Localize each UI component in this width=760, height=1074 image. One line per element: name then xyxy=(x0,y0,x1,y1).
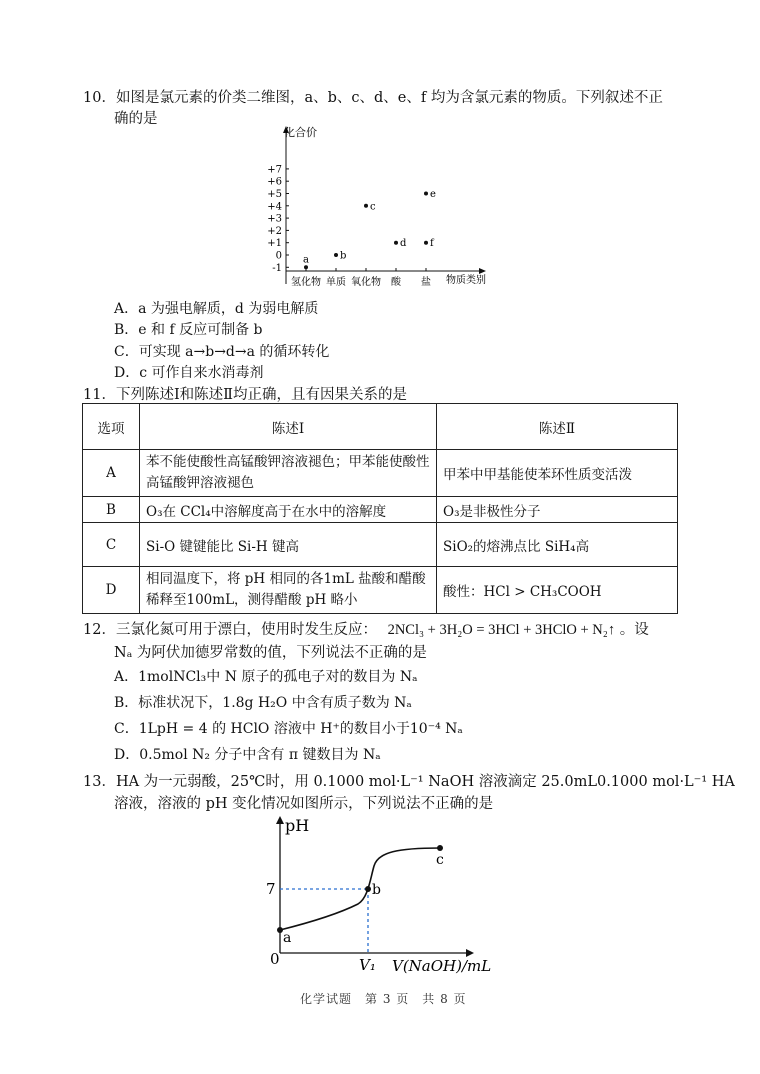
q10-ytick-label: +3 xyxy=(267,213,282,225)
q12-stem-line2: Nₐ 为阿伏加德罗常数的值，下列说法不正确的是 xyxy=(114,645,427,661)
q12-stem-b: 。设 xyxy=(619,622,649,638)
q12-stem-a: 12．三氯化氮可用于漂白，使用时发生反应： xyxy=(83,622,377,638)
q10-ytick-label: 0 xyxy=(275,250,282,262)
q11-row-c-s2: SiO₂的熔沸点比 SiH₄高 xyxy=(437,523,678,567)
q13-origin: 0 xyxy=(270,950,280,968)
q11-row-c-option: C xyxy=(83,523,140,567)
q13-label-c: c xyxy=(436,852,444,868)
q12-equation: 2NCl₃ + 3H₂O = 3HCl + 3HClO + N₂↑ xyxy=(387,622,616,638)
q10-ytick-label: +5 xyxy=(267,189,282,200)
q10-ytick-label: +2 xyxy=(267,225,282,237)
q11-row-b xyxy=(83,497,678,523)
q10-ytick-label: +6 xyxy=(267,176,282,188)
q10-category-label: 酸 xyxy=(391,277,401,288)
q10-stem-line2: 确的是 xyxy=(114,111,158,127)
page-footer: 化学试题 第 3 页 共 8 页 xyxy=(300,992,467,1006)
q10-point-label: e xyxy=(430,189,436,200)
q11-table-header xyxy=(83,404,678,450)
q12-option-b: B．标准状况下，1.8g H₂O 中含有质子数为 Nₐ xyxy=(114,695,412,711)
q11-stem: 11．下列陈述Ⅰ和陈述Ⅱ均正确，且有因果关系的是 xyxy=(83,387,408,403)
q11-row-c-s1: Si-O 键键能比 Si-H 键高 xyxy=(140,523,437,567)
q10-point-label: c xyxy=(370,201,376,213)
q10-valence-chart xyxy=(250,124,500,292)
q11-row-d-option: D xyxy=(83,567,140,614)
q10-point-label: f xyxy=(430,238,434,250)
q10-category-label: 氧化物 xyxy=(351,277,381,288)
q10-point-label: b xyxy=(340,250,347,262)
q10-category-label: 氢化物 xyxy=(291,277,321,288)
q10-option-b: B．e 和 f 反应可制备 b xyxy=(114,322,263,338)
q12-option-c: C．1LpH = 4 的 HClO 溶液中 H⁺的数目小于10⁻⁴ Nₐ xyxy=(114,721,463,737)
q10-ytick-label: +4 xyxy=(267,201,282,213)
q10-point-f xyxy=(424,241,428,245)
q12-option-a: A．1molNCl₃中 N 原子的孤电子对的数目为 Nₐ xyxy=(114,669,418,685)
q10-ylabel: 化合价 xyxy=(284,126,317,139)
q13-xtick-v1: V₁ xyxy=(359,956,376,974)
q12-option-d: D．0.5mol N₂ 分子中含有 π 键数目为 Nₐ xyxy=(114,747,381,763)
q13-ytick-7: 7 xyxy=(266,880,276,898)
q10-ytick-label: +1 xyxy=(267,238,282,250)
q10-point-a xyxy=(304,265,308,269)
q11-row-d-s1: 相同温度下，将 pH 相同的各1mL 盐酸和醋酸稀释至100mL，测得醋酸 pH 略小 xyxy=(140,567,437,614)
q13-point-c xyxy=(437,845,443,851)
q10-option-d: D．c 可作自来水消毒剂 xyxy=(114,365,264,381)
q13-stem-line2: 溶液，溶液的 pH 变化情况如图所示，下列说法不正确的是 xyxy=(114,796,494,812)
q11-row-d-s2: 酸性：HCl > CH₃COOH xyxy=(437,567,678,614)
q11-row-a-option: A xyxy=(83,450,140,497)
q13-stem-line1: 13．HA 为一元弱酸，25℃时，用 0.1000 mol·L⁻¹ NaOH 溶液滴定 25.0mL0.1000 mol·L⁻¹ HA xyxy=(83,774,735,790)
q10-point-b xyxy=(334,253,338,257)
q10-point-label: d xyxy=(400,238,407,250)
q13-label-b: b xyxy=(372,882,381,898)
q11-row-b-s2: O₃是非极性分子 xyxy=(437,497,678,523)
q10-category-label: 单质 xyxy=(326,277,346,288)
q10-option-a: A．a 为强电解质，d 为弱电解质 xyxy=(114,301,319,317)
q10-point-d xyxy=(394,241,398,245)
q10-category-label: 盐 xyxy=(421,277,431,288)
q10-ytick-label: +7 xyxy=(267,164,282,176)
q10-point-c xyxy=(364,204,368,208)
q13-xlabel: V(NaOH)/mL xyxy=(392,957,492,975)
q13-ylabel: pH xyxy=(285,816,310,835)
q10-ytick-label: -1 xyxy=(272,262,282,274)
q11-row-c xyxy=(83,523,678,567)
q11-header-option: 选项 xyxy=(83,404,140,450)
q10-option-c: C．可实现 a→b→d→a 的循环转化 xyxy=(114,344,330,360)
q13-label-a: a xyxy=(283,930,292,946)
q11-table xyxy=(82,403,678,614)
q11-row-b-s1: O₃在 CCl₄中溶解度高于在水中的溶解度 xyxy=(140,497,437,523)
q11-header-s1: 陈述Ⅰ xyxy=(140,404,437,450)
q10-xlabel: 物质类别 xyxy=(446,275,486,286)
q13-titration-chart xyxy=(258,808,508,978)
q11-row-a-s2: 甲苯中甲基能使苯环性质变活泼 xyxy=(437,450,678,497)
q10-stem-line1: 10．如图是氯元素的价类二维图，a、b、c、d、e、f 均为含氯元素的物质。下列叙述不正 xyxy=(83,90,663,106)
q13-point-b xyxy=(365,886,371,892)
q11-row-b-option: B xyxy=(83,497,140,523)
q11-row-a xyxy=(83,450,678,497)
q10-point-e xyxy=(424,192,428,196)
q11-row-a-s1: 苯不能使酸性高锰酸钾溶液褪色；甲苯能使酸性高锰酸钾溶液褪色 xyxy=(140,450,437,497)
q12-stem-line1 xyxy=(83,618,649,639)
q10-point-label: a xyxy=(303,254,309,266)
q11-header-s2: 陈述Ⅱ xyxy=(437,404,678,450)
q11-row-d xyxy=(83,567,678,614)
